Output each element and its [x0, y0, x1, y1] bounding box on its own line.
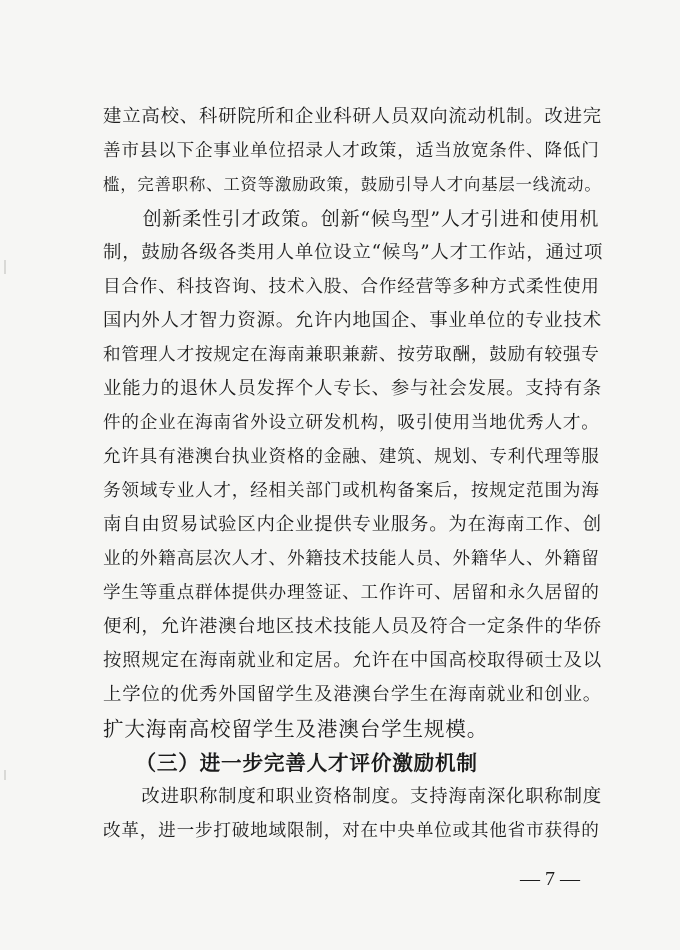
text-line: 便利，允许港澳台地区技术技能人员及符合一定条件的华侨	[103, 616, 602, 637]
text-line: 按照规定在海南就业和定居。允许在中国高校取得硕士及以	[103, 650, 602, 671]
text-line: 槛，完善职称、工资等激励政策，鼓励引导人才向基层一线流动。	[103, 175, 602, 194]
text-line: 南自由贸易试验区内企业提供专业服务。为在海南工作、创	[103, 514, 602, 535]
text-line: 务领域专业人才，经相关部门或机构备案后，按规定范围为海	[103, 481, 600, 501]
text-line: 国内外人才智力资源。允许内地国企、事业单位的专业技术	[103, 310, 602, 331]
text-line: 扩大海南高校留学生及港澳台学生规模。	[103, 717, 489, 741]
text-line: 学生等重点群体提供办理签证、工作许可、居留和永久居留的	[103, 583, 600, 603]
text-line: 件的企业在海南省外设立研发机构，吸引使用当地优秀人才。	[103, 413, 600, 433]
text-line: 制，鼓励各级各类用人单位设立“候鸟”人才工作站，通过项	[103, 242, 604, 263]
text-line: 目合作、科技咨询、技术入股、合作经营等多种方式柔性使用	[103, 277, 600, 297]
section-heading: （三）进一步完善人才评价激励机制	[103, 751, 478, 775]
text-line: 建立高校、科研院所和企业科研人员双向流动机制。改进完	[103, 106, 602, 127]
text-line: 业能力的退休人员发挥个人专长、参与社会发展。支持有条	[103, 378, 602, 399]
page-number: — 7 —	[520, 868, 580, 890]
text-line: 上学位的优秀外国留学生及港澳台学生在海南就业和创业。	[103, 684, 602, 705]
text-line: 业的外籍高层次人才、外籍技术技能人员、外籍华人、外籍留	[103, 549, 600, 569]
text-line: 允许具有港澳台执业资格的金融、建筑、规划、专利代理等服	[103, 447, 600, 467]
body-text	[103, 100, 603, 848]
text-line: 改进职称制度和职业资格制度。支持海南深化职称制度	[103, 786, 602, 807]
text-line: 改革，进一步打破地域限制，对在中央单位或其他省市获得的	[103, 821, 600, 841]
scan-mark	[4, 260, 6, 274]
text-line: 创新柔性引才政策。创新“候鸟型”人才引进和使用机	[103, 208, 600, 230]
scan-mark	[4, 770, 6, 780]
text-line: 善市县以下企事业单位招录人才政策，适当放宽条件、降低门	[103, 141, 600, 161]
text-line: 和管理人才按规定在海南兼职兼薪、按劳取酬，鼓励有较强专	[103, 345, 600, 365]
